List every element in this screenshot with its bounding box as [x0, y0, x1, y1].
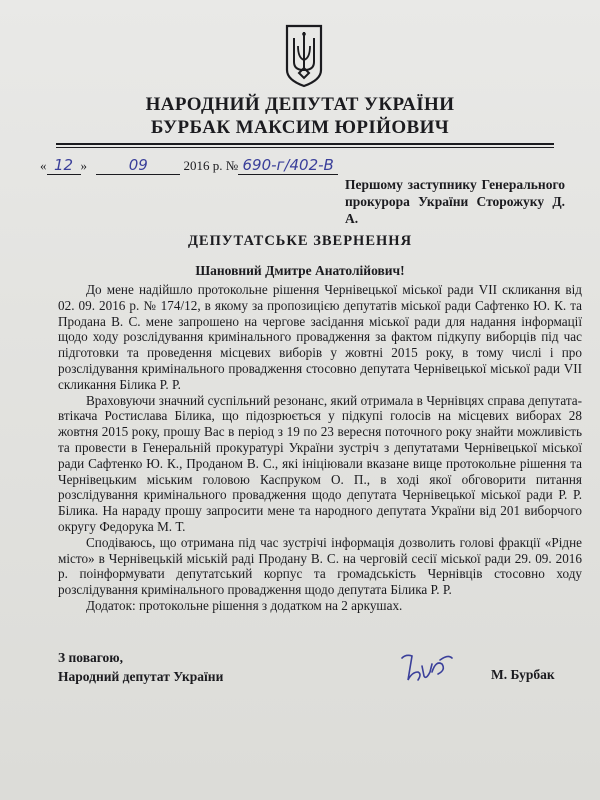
date-month: 09 [96, 156, 180, 175]
body-paragraph: Сподіваюсь, що отримана під час зустрічі інформація дозволить голові фракції «Рідне місто» в Чернівецькій міській раді Продану В. С. на черговій сесії міської ради 29. 09. 2016 р. поінформувати депутатський корпус та громадськість Чернівців стосовно ходу розслідування кримінального провадження щодо депутата Білика Р. Р. [58, 534, 582, 598]
document-title: ДЕПУТАТСЬКЕ ЗВЕРНЕННЯ [187, 233, 413, 249]
date-year-label: 2016 р. № [183, 158, 239, 173]
letter-body [58, 282, 582, 614]
date-open-quote: « [40, 158, 47, 173]
trident-emblem-icon [284, 24, 324, 88]
addressee-block: Першому заступнику Генерального прокурора України Сторожуку Д. А. [345, 177, 565, 226]
date-number-line [40, 156, 338, 175]
date-close-quote: » [80, 158, 87, 173]
closing-regards: З повагою, [58, 650, 123, 665]
attachment-note: Додаток: протокольне рішення з додатком на 2 аркушах. [86, 597, 403, 613]
signatory-name: М. Бурбак [491, 667, 555, 682]
closing-position: Народний депутат України [58, 669, 224, 684]
body-paragraph: До мене надійшло протокольне рішення Чернівецької міської ради VII скликання від 02. 09. 2016 р. № 174/12, в якому за пропозицією депутатів міської ради Сафтенко Ю. К. та Продана В. С. мене запрошено на чергове засідання міської ради для надання інформації щодо ходу розслідування кримінального провадження за фактом підкупу виборців під час підготовки та проведення місцевих виборів у жовтні 2015 року, в тому числі і про розслідування кримінального провадження стосовно депутата Чернівецької міської ради VII скликання Білика Р. Р. [58, 282, 582, 392]
handwritten-signature [396, 650, 456, 686]
salutation: Шановний Дмитре Анатолійович! [195, 263, 405, 278]
closing-block [58, 648, 223, 686]
header-rule-thin [56, 147, 554, 148]
date-day: 12 [47, 156, 81, 175]
header-rule [56, 143, 554, 145]
issuer-title: НАРОДНИЙ ДЕПУТАТ УКРАЇНИ [145, 94, 455, 115]
body-paragraph: Враховуючи значний суспільний резонанс, який отримала в Чернівцях справа депутата-втікача Ростислава Білика, що підозрюється у підкупі голосів на місцевих виборах 28 жовтня 2015 року, прошу Вас в період з 19 по 23 вересня поточного року знайти можливість та провести в Генеральній прокуратурі України зустріч з депутатами Чернівецької міської ради Сафтенко Ю. К., Проданом В. С., які ініціювали вказане вище протокольне рішення та Чернівецьким міським головою Каспруком О. П., в ході якої обговорити питання розслідування кримінального провадження щодо депутата Чернівецької міської ради Р. Р. Білика. На нараду прошу запросити мене та народного депутата України від 201 виборчого округу Федорука М. Т. [58, 392, 582, 534]
issuer-name: БУРБАК МАКСИМ ЮРІЙОВИЧ [150, 117, 450, 138]
document-number: 690-г/402-В [238, 156, 338, 175]
